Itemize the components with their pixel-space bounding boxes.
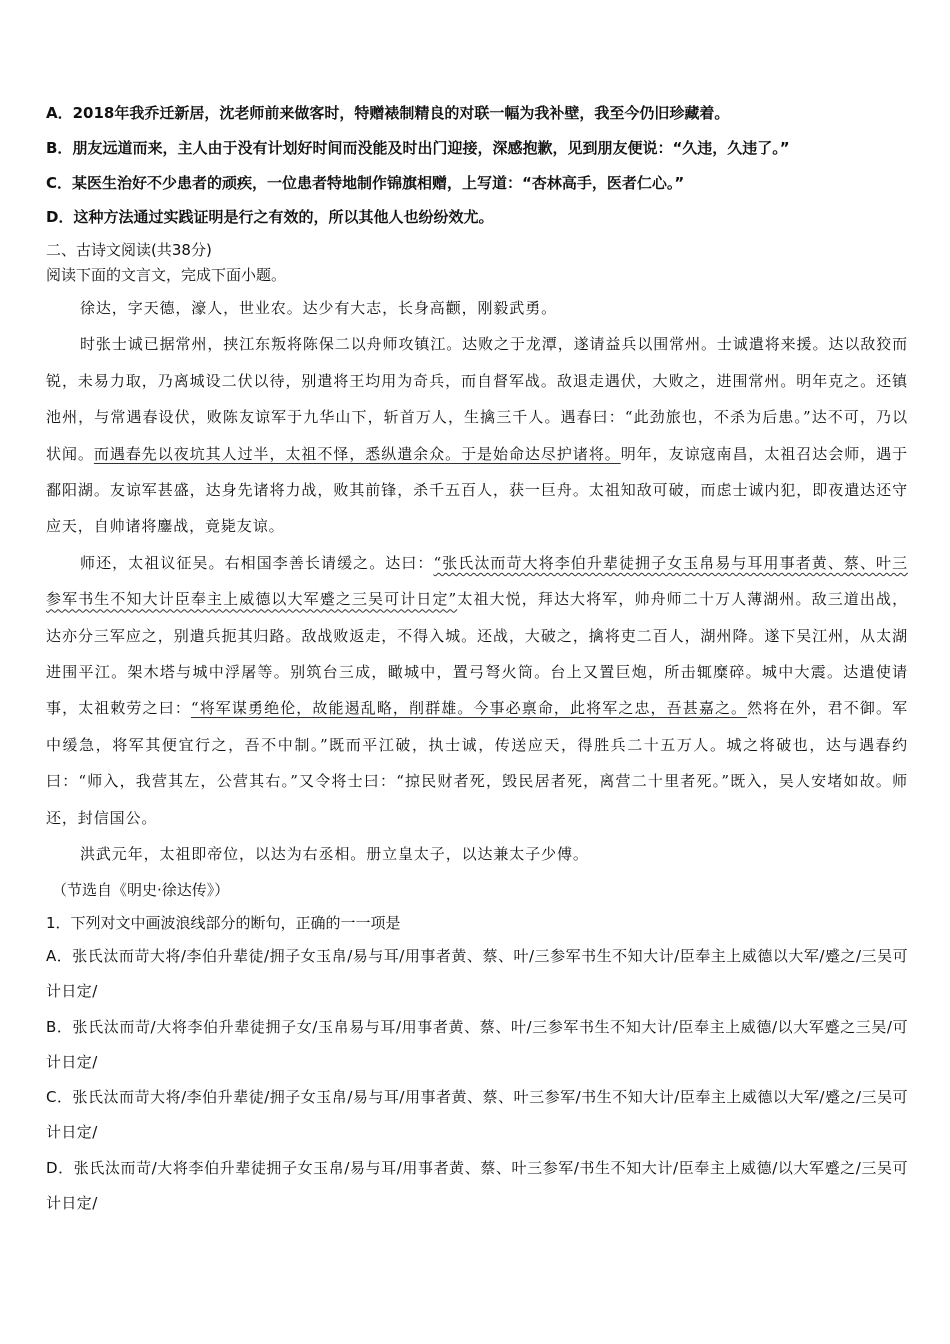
section-title: 二、古诗文阅读(共38分) [46, 241, 212, 259]
passage-source: （节选自《明史·徐达传》） [52, 881, 230, 899]
underlined-sentence-2: “将军谋勇绝伦，故能遏乱略，削群雄。今事必禀命，此将军之忠，吾甚嘉之。 [190, 699, 748, 718]
choice-a [46, 939, 908, 1009]
option-label: D． [46, 208, 74, 226]
passage-text: 太祖大悦，拜达大将军，帅舟师二十万人薄湖州。敌三道出战，达亦分三军应之，别遣兵扼其归路。敌战败返走，不得入城。还战，大破之，擒将吏二百人，湖州降。遂下吴江州，从太湖进围平江。架木塔与城中浮屠等。别筑台三成，瞰城中，置弓弩火筒。台上又置巨炮，所击辄糜碎。城中大震。达遣使请事，太祖敕劳之曰： [46, 590, 909, 718]
choice-label: D． [46, 1159, 74, 1177]
option-text: 2018年我乔迁新居，沈老师前来做客时，特赠裱制精良的对联一幅为我补壁，我至今仍旧珍藏着。 [72, 104, 730, 122]
option-text: 某医生治好不少患者的顽疾，一位患者特地制作锦旗相赠，上写道：“杏林高手，医者仁心。” [72, 174, 685, 192]
question-stem: 1．下列对文中画波浪线部分的断句，正确的一一项是 [46, 914, 401, 932]
choice-label: C． [46, 1088, 73, 1106]
option-label: B． [46, 139, 73, 157]
passage-text: 然将在外，君不御。军中缓急，将军其便宜行之，吾不中制。”既而平江破，执士诚，传送应天，得胜兵二十五万人。城之将破也，达与遇春约曰：“师入，我营其左，公营其右。”又令将士曰：“掠民财者死，毁民居者死，离营二十里者死。”既入，吴人安堵如故。师还，封信国公。 [46, 699, 908, 827]
classical-passage [46, 290, 908, 873]
choice-d [46, 1151, 908, 1221]
choice-b [46, 1010, 908, 1080]
passage-paragraph-2 [46, 326, 908, 544]
choice-label: B． [46, 1018, 73, 1036]
prev-option-d [46, 207, 916, 227]
passage-text: 明年，友谅寇南昌，太祖召达会师，遇于鄱阳湖。友谅军甚盛，达身先诸将力战，败其前锋，杀千五百人，获一巨舟。太祖知敌可破，而虑士诚内犯，即夜遣达还守应天，自帅诸将鏖战，竟毙友谅。 [46, 444, 909, 536]
passage-text: 徐达，字天德，濠人，世业农。达少有大志，长身高颧，刚毅武勇。 [80, 299, 558, 317]
passage-paragraph-1 [46, 290, 908, 326]
choice-label: A． [46, 947, 73, 965]
option-label: A． [46, 104, 73, 122]
passage-paragraph-4 [46, 836, 908, 872]
option-label: C． [46, 174, 73, 192]
option-text: 这种方法通过实践证明是行之有效的，所以其他人也纷纷效尤。 [73, 208, 494, 226]
choice-text: 张氏汰而苛大将/李伯升辈徒/拥子女玉帛/易与耳/用事者黄、蔡、叶/三参军书生不知大计/臣奉主上威德以大军/蹙之/三吴可计日定/ [46, 947, 908, 1000]
passage-paragraph-3 [46, 545, 908, 836]
prev-option-c [46, 173, 916, 193]
underlined-sentence-1: 而遇春先以夜坑其人过半，太祖不怿，悉纵遣余众。于是始命达尽护诸将。 [93, 444, 621, 463]
choice-text: 张氏汰而苛/大将李伯升辈徒拥子女/玉帛易与耳/用事者黄、蔡、叶/三参军书生不知大计/臣奉主上威德/以大军蹙之三吴/可计日定/ [46, 1018, 908, 1071]
choice-c [46, 1080, 908, 1150]
wavy-underlined-passage: “张氏汰而苛大将李伯升辈徒拥子女玉帛易与耳用事者黄、蔡、叶三参军书生不知大计臣奉主上威德以大军蹙之三吴可计日定” [46, 553, 908, 609]
choice-text: 张氏汰而苛/大将李伯升辈徒拥子女玉帛/易与耳/用事者黄、蔡、叶三参军/书生不知大计/臣奉主上威德/以大军蹙之/三吴可计日定/ [46, 1159, 908, 1212]
passage-text: 师还，太祖议征吴。右相国李善长请缓之。达曰： [80, 553, 434, 572]
option-text: 朋友远道而来，主人由于没有计划好时间而没能及时出门迎接，深感抱歉，见到朋友便说：“久违，久违了。” [72, 139, 790, 157]
prev-option-b [46, 138, 916, 158]
choice-text: 张氏汰而苛大将/李伯升辈徒/拥子女玉帛/易与耳/用事者黄、蔡、叶三参军/书生不知大计/臣奉主上威德以大军/蹙之/三吴可计日定/ [46, 1088, 908, 1141]
passage-text: 洪武元年，太祖即帝位，以达为右丞相。册立皇太子，以达兼太子少傅。 [80, 845, 589, 864]
passage-text: 时张士诚已据常州，挟江东叛将陈保二以舟师攻镇江。达败之于龙潭，遂请益兵以围常州。士诚遣将来援。达以敌狡而锐，未易力取，乃离城设二伏以待，别遣将王均用为奇兵，而自督军战。敌退走遇伏，大败之，进围常州。明年克之。还镇池州，与常遇春设伏，败陈友谅军于九华山下，斩首万人，生擒三千人。遇春曰：“此劲旅也，不杀为后患。”达不可，乃以状闻。 [46, 335, 908, 463]
section-instruction: 阅读下面的文言文，完成下面小题。 [46, 266, 287, 284]
prev-option-a [46, 103, 916, 123]
